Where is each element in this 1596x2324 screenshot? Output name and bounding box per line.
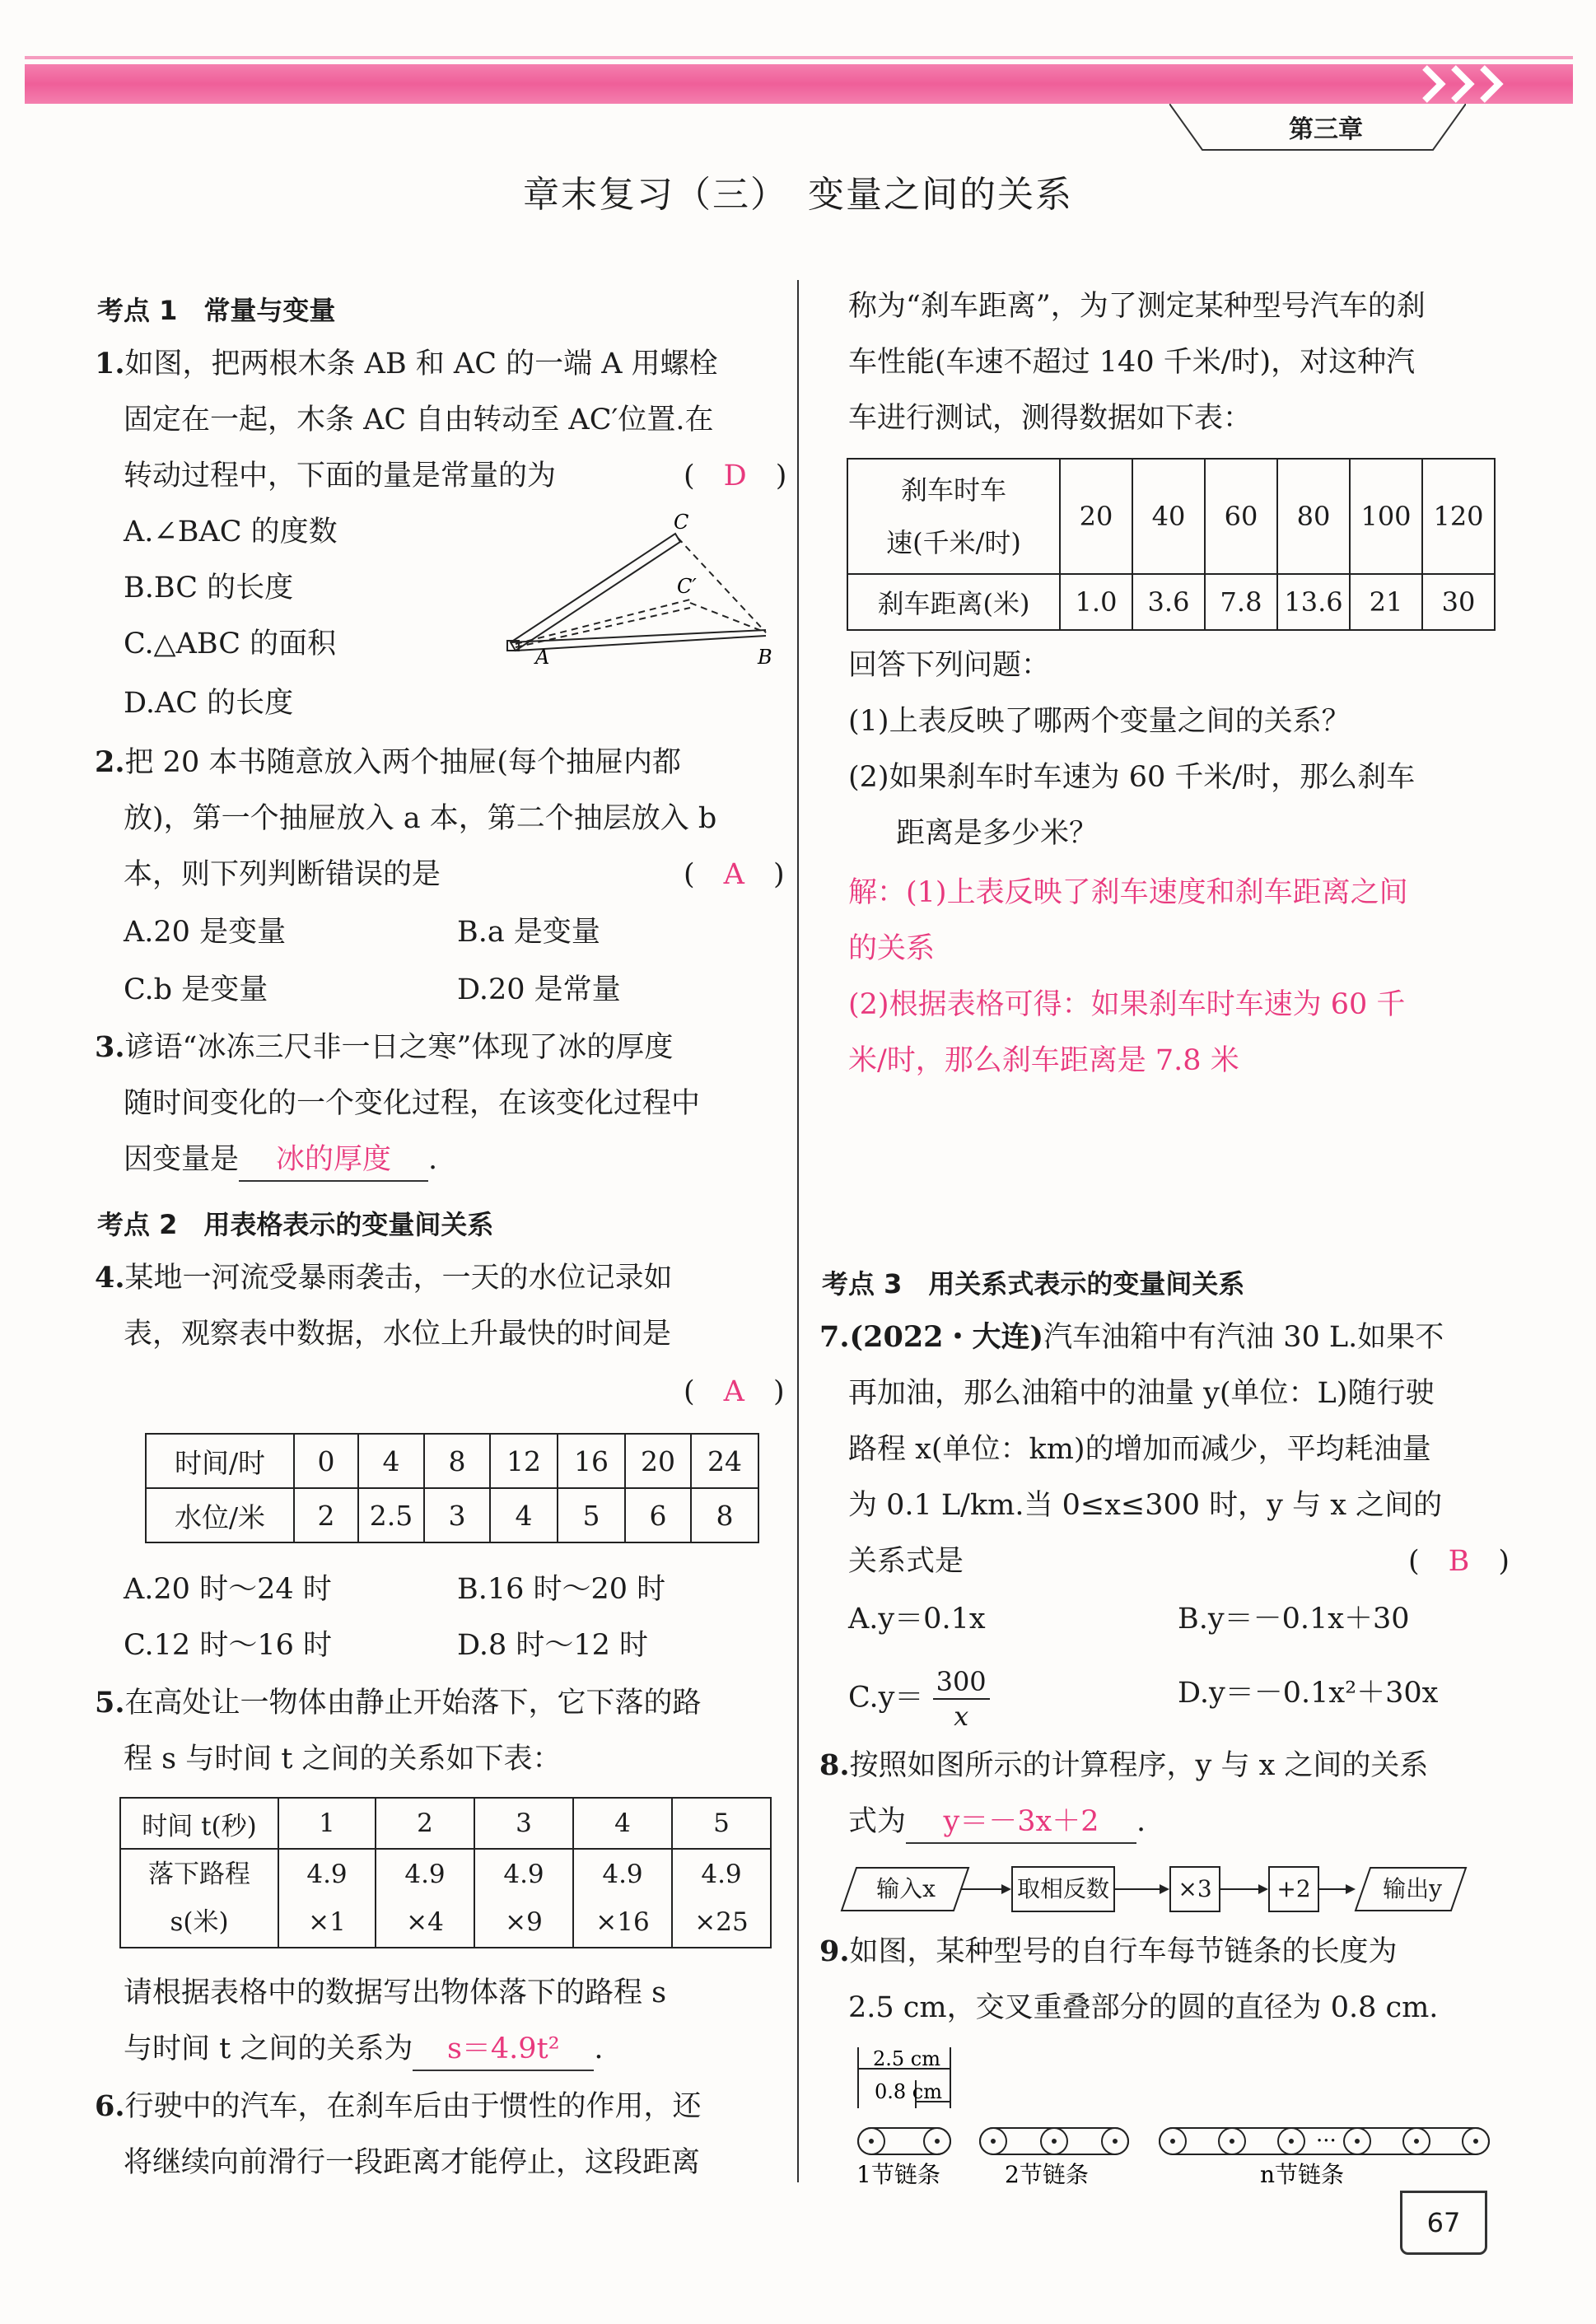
table-cell: 2.5 xyxy=(358,1488,424,1542)
q6-ask-4: 距离是多少米？ xyxy=(896,817,1099,850)
q1-option-d: D.AC 的长度 xyxy=(124,687,294,720)
q6-solution-4: 米/时，那么刹车距离是 7.8 米 xyxy=(848,1044,1239,1077)
table-cell: 4 xyxy=(358,1434,424,1488)
q4-option-a: A.20 时～24 时 xyxy=(124,1573,332,1606)
table-cell: 120 xyxy=(1422,459,1495,574)
table-cell: 5 xyxy=(558,1488,625,1542)
q6-solution-3: (2)根据表格可得：如果刹车时车速为 60 千 xyxy=(848,988,1406,1021)
q4-table xyxy=(145,1433,759,1543)
table-cell: 4.9 ×1 xyxy=(278,1849,376,1948)
table-cell: 4.9 ×16 xyxy=(573,1849,672,1948)
q6-line-2: 将继续向前滑行一段距离才能停止，这段距离 xyxy=(124,2146,701,2179)
q4-option-c: C.12 时～16 时 xyxy=(124,1629,332,1662)
q7-line-5: 关系式是 xyxy=(848,1545,964,1578)
q9-line-1: 9.如图，某种型号的自行车每节链条的长度为 xyxy=(819,1934,1398,1968)
table-cell: 刹车距离(米) xyxy=(847,574,1060,630)
table-cell: 5 xyxy=(672,1798,771,1849)
table-cell: 13.6 xyxy=(1277,574,1350,630)
chain-label-1: 1节链条 xyxy=(856,2161,940,2188)
q8-line-2: 式为 y＝－3x＋2 . xyxy=(848,1794,1146,1850)
table-cell: 4 xyxy=(490,1488,558,1542)
q4-line-2: 表，观察表中数据，水位上升最快的时间是 xyxy=(124,1318,672,1351)
q7-answer: ( B ) xyxy=(1408,1545,1510,1578)
q2-option-c: C.b 是变量 xyxy=(124,973,268,1006)
table-cell: 4.9 ×4 xyxy=(376,1849,474,1948)
flow-input: 输入x xyxy=(876,1875,936,1902)
fig-label-c: C xyxy=(674,511,689,534)
table-cell: 20 xyxy=(625,1434,691,1488)
header-band xyxy=(25,64,1573,104)
q5-line-3: 请根据表格中的数据写出物体落下的路程 s xyxy=(124,1976,667,2009)
chapter-label: 第三章 xyxy=(1289,115,1363,144)
table-cell: 60 xyxy=(1205,459,1277,574)
table-cell: 落下路程 s(米) xyxy=(120,1849,278,1948)
table-cell: 21 xyxy=(1350,574,1422,630)
q6-cont-1: 称为“刹车距离”，为了测定某种型号汽车的刹 xyxy=(848,290,1426,323)
q5-table-row xyxy=(120,1849,771,1948)
fig-label-a: A xyxy=(535,646,550,669)
table-cell: 刹车时车 速(千米/时) xyxy=(847,459,1060,574)
q4-table-row xyxy=(146,1488,758,1542)
table-cell: 8 xyxy=(424,1434,490,1488)
q5-line-2: 程 s 与时间 t 之间的关系如下表： xyxy=(124,1743,562,1776)
q5-line-4: 与时间 t 之间的关系为 s＝4.9t² . xyxy=(124,2021,603,2077)
table-cell: 100 xyxy=(1350,459,1422,574)
q7-line-1: 7.(2022・大连)汽车油箱中有汽油 30 L.如果不 xyxy=(819,1320,1444,1354)
q6-ask-2: (1)上表反映了哪两个变量之间的关系？ xyxy=(848,705,1351,738)
q7-line-3: 路程 x(单位：km)的增加而减少，平均耗油量 xyxy=(848,1433,1431,1466)
chain-label-2: 2节链条 xyxy=(1005,2161,1089,2188)
q7-option-d: D.y＝－0.1x²＋30x xyxy=(1178,1677,1439,1710)
table-cell: 6 xyxy=(625,1488,691,1542)
table-cell: 0 xyxy=(294,1434,358,1488)
q8-line-1: 8.按照如图所示的计算程序，y 与 x 之间的关系 xyxy=(819,1748,1429,1782)
q4-option-d: D.8 时～12 时 xyxy=(457,1629,648,1662)
table-cell: 水位/米 xyxy=(146,1488,294,1542)
q5-line-1: 5.在高处让一物体由静止开始落下，它下落的路 xyxy=(95,1686,702,1720)
fig-label-b: B xyxy=(758,646,772,669)
q1-figure xyxy=(502,511,782,675)
q2-line-3: 本，则下列判断错误的是 xyxy=(124,858,441,891)
dim-label-2-5cm: 2.5 cm xyxy=(873,2047,940,2070)
q1-option-b: B.BC 的长度 xyxy=(124,572,294,604)
q3-line-1: 3.谚语“冰冻三尺非一日之寒”体现了冰的厚度 xyxy=(95,1030,674,1064)
table-cell: 7.8 xyxy=(1205,574,1277,630)
table-cell: 4.9 ×25 xyxy=(672,1849,771,1948)
table-cell: 1 xyxy=(278,1798,376,1849)
q4-line-1: 4.某地一河流受暴雨袭击，一天的水位记录如 xyxy=(95,1261,673,1295)
chevron-icon xyxy=(1416,63,1532,105)
table-cell: 30 xyxy=(1422,574,1495,630)
q4-table-row xyxy=(146,1434,758,1488)
q9-line-2: 2.5 cm，交叉重叠部分的圆的直径为 0.8 cm. xyxy=(848,1991,1439,2024)
table-cell: 1.0 xyxy=(1060,574,1132,630)
table-cell: 2 xyxy=(294,1488,358,1542)
q7-option-a: A.y＝0.1x xyxy=(848,1603,986,1636)
table-cell: 3 xyxy=(424,1488,490,1542)
q1-line-3: 转动过程中，下面的量是常量的为 xyxy=(124,460,557,492)
q1-line-2: 固定在一起，木条 AC 自由转动至 AC′位置.在 xyxy=(124,404,714,436)
q5-answer: s＝4.9t² xyxy=(413,2028,594,2071)
flow-negate: 取相反数 xyxy=(1011,1866,1115,1912)
q4-option-b: B.16 时～20 时 xyxy=(457,1573,666,1606)
q8-flowchart xyxy=(840,1860,1482,1917)
q6-table-row xyxy=(847,574,1495,630)
section-3-heading: 考点 3 用关系式表示的变量间关系 xyxy=(822,1268,1245,1300)
q6-ask-1: 回答下列问题： xyxy=(848,649,1051,682)
q6-cont-3: 车进行测试，测得数据如下表： xyxy=(848,402,1253,435)
column-divider xyxy=(797,280,799,2182)
table-cell: 时间 t(秒) xyxy=(120,1798,278,1849)
q2-option-b: B.a 是变量 xyxy=(457,916,600,949)
q7-option-c: C.y＝ $\frac{300}{x}$ xyxy=(848,1665,990,1733)
table-cell: 3.6 xyxy=(1132,574,1205,630)
q1-option-c: C.△ABC 的面积 xyxy=(124,628,337,660)
q2-line-2: 放)，第一个抽屉放入 a 本，第二个抽层放入 b xyxy=(124,802,717,835)
table-cell: 80 xyxy=(1277,459,1350,574)
fig-label-c-prime: C′ xyxy=(677,575,697,598)
q1-option-a: A.∠BAC 的度数 xyxy=(124,516,338,548)
table-cell: 4 xyxy=(573,1798,672,1849)
table-cell: 时间/时 xyxy=(146,1434,294,1488)
table-cell: 20 xyxy=(1060,459,1132,574)
q1-line-1: 1.如图，把两根木条 AB 和 AC 的一端 A 用螺栓 xyxy=(95,347,718,380)
chain-figure xyxy=(848,2042,1499,2191)
q1-answer: ( D ) xyxy=(684,460,787,492)
table-cell: 16 xyxy=(558,1434,625,1488)
table-cell: 24 xyxy=(691,1434,758,1488)
q6-solution-2: 的关系 xyxy=(848,932,936,965)
q2-option-a: A.20 是变量 xyxy=(124,916,287,949)
q6-line-1: 6.行驶中的汽车，在刹车后由于惯性的作用，还 xyxy=(95,2089,702,2123)
page-title: 章末复习（三） 变量之间的关系 xyxy=(523,174,1073,216)
table-cell: 12 xyxy=(490,1434,558,1488)
q2-line-1: 2.把 20 本书随意放入两个抽屉(每个抽屉内都 xyxy=(95,745,681,779)
q6-table-row xyxy=(847,459,1495,574)
table-cell: 40 xyxy=(1132,459,1205,574)
q7-line-4: 为 0.1 L/km.当 0≤x≤300 时，y 与 x 之间的 xyxy=(848,1489,1443,1522)
q8-answer: y＝－3x＋2 xyxy=(906,1801,1136,1844)
q5-table xyxy=(119,1797,772,1948)
q3-line-3: 因变量是 冰的厚度 . xyxy=(124,1132,437,1188)
q7-line-2: 再加油，那么油箱中的油量 y(单位：L)随行驶 xyxy=(848,1377,1435,1410)
table-cell: 3 xyxy=(474,1798,573,1849)
section-2-heading: 考点 2 用表格表示的变量间关系 xyxy=(97,1209,494,1240)
q7-option-b: B.y＝－0.1x＋30 xyxy=(1178,1603,1410,1636)
flow-times-3: ×3 xyxy=(1169,1866,1220,1912)
q6-ask-3: (2)如果刹车时车速为 60 千米/时，那么刹车 xyxy=(848,761,1416,794)
q4-answer: ( A ) xyxy=(684,1375,785,1408)
flow-plus-2: +2 xyxy=(1268,1866,1319,1912)
q6-table xyxy=(847,458,1496,631)
chain-dots: ··· xyxy=(1316,2129,1337,2154)
table-cell: 4.9 ×9 xyxy=(474,1849,573,1948)
q2-option-d: D.20 是常量 xyxy=(457,973,621,1006)
q6-cont-2: 车性能(车速不超过 140 千米/时)，对这种汽 xyxy=(848,346,1416,379)
section-1-heading: 考点 1 常量与变量 xyxy=(97,295,336,326)
q5-table-row xyxy=(120,1798,771,1849)
flow-output: 输出y xyxy=(1383,1875,1442,1902)
chain-label-n: n节链条 xyxy=(1260,2161,1345,2188)
q3-line-2: 随时间变化的一个变化过程，在该变化过程中 xyxy=(124,1087,701,1120)
header-stripe xyxy=(25,56,1573,59)
q3-answer: 冰的厚度 xyxy=(239,1139,428,1182)
dim-label-0-8cm: 0.8 cm xyxy=(875,2080,942,2103)
table-cell: 2 xyxy=(376,1798,474,1849)
page-number: 67 xyxy=(1400,2191,1487,2255)
q6-solution-1: 解：(1)上表反映了刹车速度和刹车距离之间 xyxy=(848,876,1408,909)
q2-answer: ( A ) xyxy=(684,858,785,891)
table-cell: 8 xyxy=(691,1488,758,1542)
